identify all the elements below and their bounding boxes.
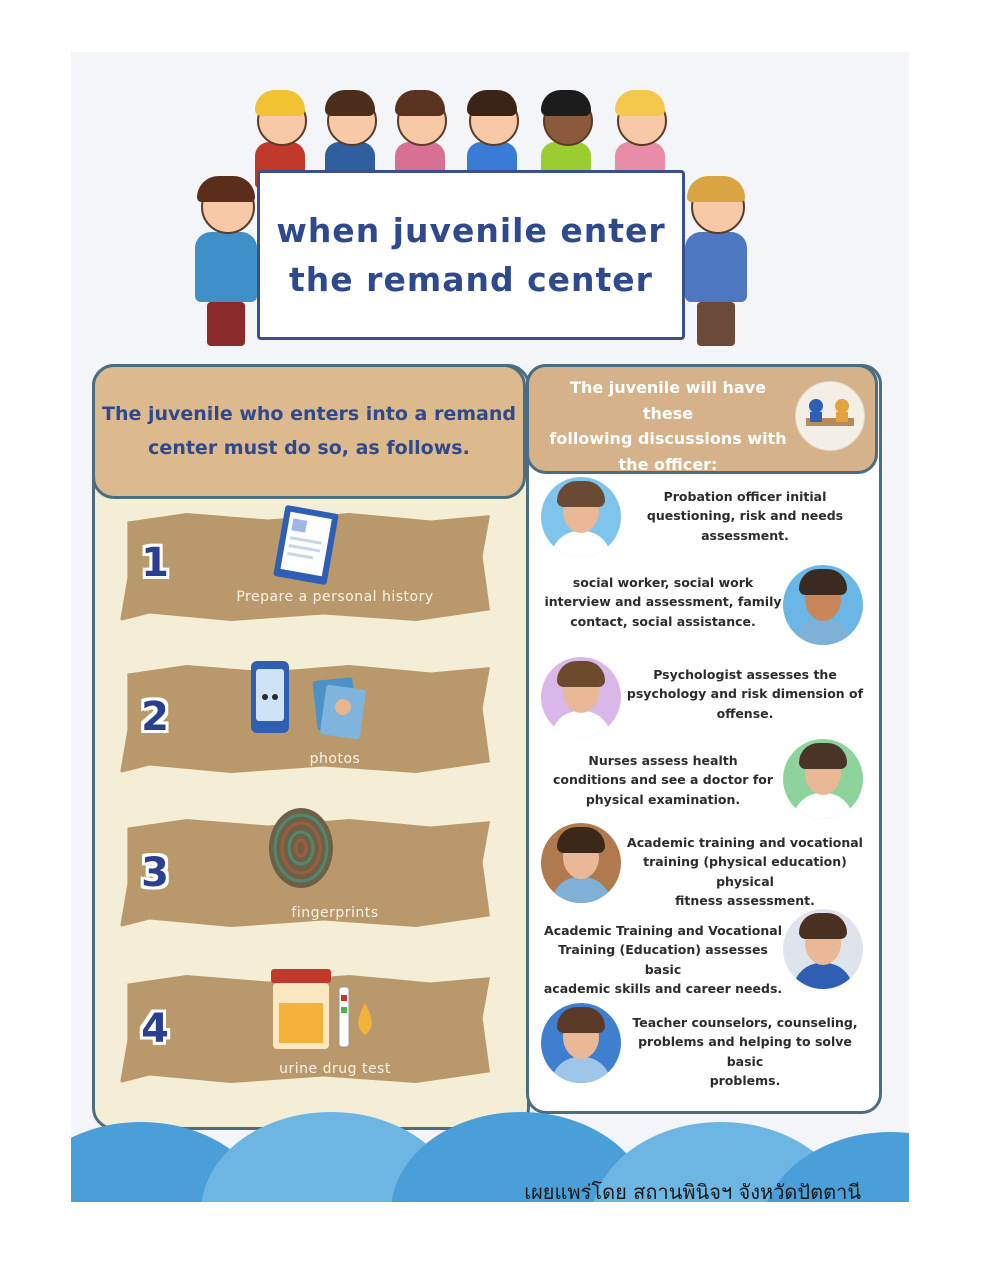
title-line-2: the remand center bbox=[289, 260, 653, 299]
intake-steps-heading bbox=[92, 364, 526, 499]
step-4-number: 4 bbox=[141, 1006, 169, 1052]
title-line-1: when juvenile enter bbox=[276, 210, 666, 250]
probation-officer-text: Probation officer initial questioning, risk and needs assessment. bbox=[646, 489, 844, 543]
step-1-number: 1 bbox=[141, 540, 169, 586]
meeting-illustration bbox=[795, 381, 865, 451]
fingerprint-icon bbox=[261, 803, 341, 897]
intake-heading-line-2: center must do so, as follows. bbox=[148, 436, 470, 459]
officer-heading-line-2: following discussions with bbox=[549, 429, 787, 449]
psychologist-text: Psychologist assesses the psychology and risk dimension of offense. bbox=[626, 667, 864, 721]
officer-discussions-heading bbox=[526, 364, 878, 474]
nurse-text: Nurses assess health conditions and see a doctor for physical examination. bbox=[552, 753, 774, 807]
probation-officer-avatar bbox=[541, 477, 621, 557]
step-1-label: Prepare a personal history bbox=[236, 589, 434, 605]
step-2-label: photos bbox=[309, 751, 361, 767]
poster bbox=[71, 52, 909, 1228]
personal-record-icon bbox=[271, 505, 341, 589]
intake-steps-panel bbox=[92, 364, 530, 1130]
academic-trainer-text: Academic Training and Vocational Training (Education) assesses basic academic skills and career needs. bbox=[543, 923, 783, 997]
social-worker-text: social worker, social work interview and assessment, family contact, social assistance. bbox=[544, 575, 782, 629]
step-4-label: urine drug test bbox=[279, 1061, 391, 1077]
officer-heading-line-1: The juvenile will have these bbox=[570, 378, 766, 423]
teacher-counselor-avatar bbox=[541, 1003, 621, 1083]
vocational-trainer-avatar bbox=[541, 823, 621, 903]
publisher-credit: เผยแพร่โดย สถานพินิจฯ จังหวัดปัตตานี bbox=[524, 1180, 861, 1204]
social-worker-avatar bbox=[783, 565, 863, 645]
urine-test-cup-icon bbox=[265, 967, 385, 1061]
academic-trainer-avatar bbox=[783, 909, 863, 989]
boy-illustration bbox=[677, 180, 757, 350]
psychologist-avatar bbox=[541, 657, 621, 737]
girl-illustration bbox=[187, 180, 267, 350]
title-board bbox=[257, 170, 685, 340]
step-3-number: 3 bbox=[141, 850, 169, 896]
nurse-avatar bbox=[783, 739, 863, 819]
camera-phone-icon bbox=[245, 657, 375, 751]
officer-heading-line-3: the officer: bbox=[618, 454, 718, 474]
step-2-number: 2 bbox=[141, 694, 169, 740]
officer-discussions-panel bbox=[526, 364, 882, 1114]
step-3-label: fingerprints bbox=[291, 905, 379, 921]
intake-heading-line-1: The juvenile who enters into a remand bbox=[101, 403, 516, 426]
vocational-trainer-text: Academic training and vocational training (physical education) physical fitness assessment. bbox=[627, 835, 863, 909]
teacher-counselor-text: Teacher counselors, counseling, problems and helping to solve basic problems. bbox=[632, 1015, 858, 1089]
